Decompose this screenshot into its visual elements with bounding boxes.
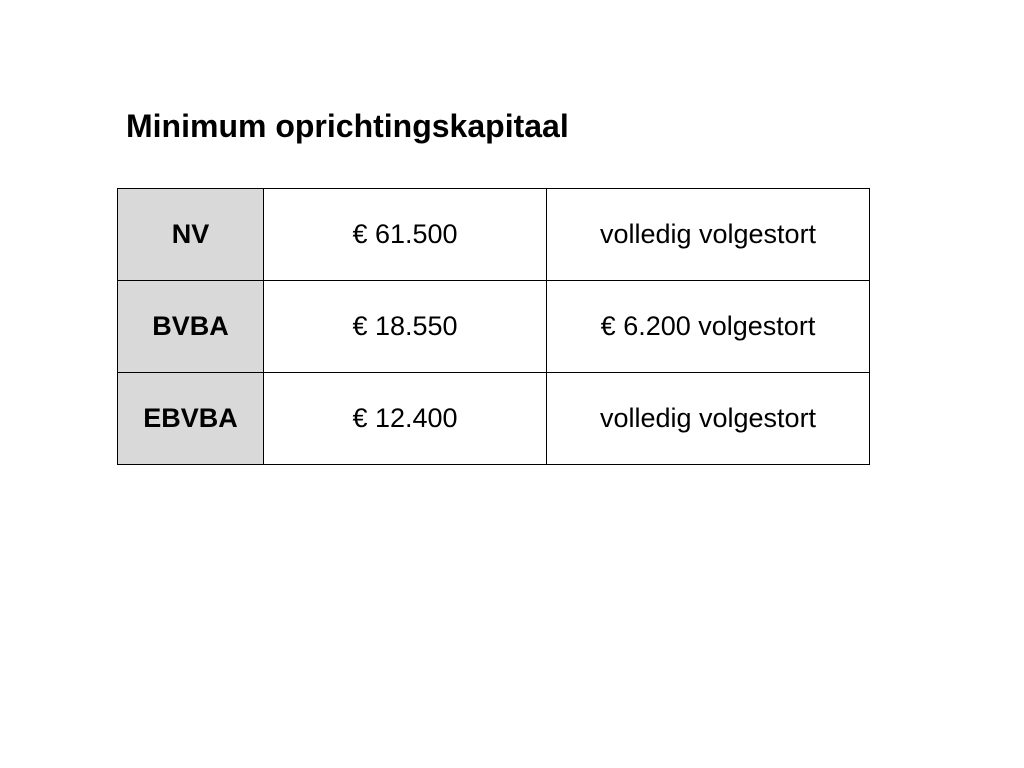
company-type-cell: EBVBA xyxy=(118,373,264,465)
payment-status-cell: volledig volgestort xyxy=(547,189,870,281)
payment-status-cell: volledig volgestort xyxy=(547,373,870,465)
capital-table-body xyxy=(118,189,870,465)
slide-title: Minimum oprichtingskapitaal xyxy=(126,108,569,144)
capital-amount-cell: € 12.400 xyxy=(264,373,547,465)
capital-amount-cell: € 61.500 xyxy=(264,189,547,281)
table-row-bvba xyxy=(118,281,870,373)
capital-table xyxy=(117,188,870,465)
payment-status-cell: € 6.200 volgestort xyxy=(547,281,870,373)
company-type-cell: BVBA xyxy=(118,281,264,373)
table-row-nv xyxy=(118,189,870,281)
company-type-cell: NV xyxy=(118,189,264,281)
capital-amount-cell: € 18.550 xyxy=(264,281,547,373)
table-row-ebvba xyxy=(118,373,870,465)
